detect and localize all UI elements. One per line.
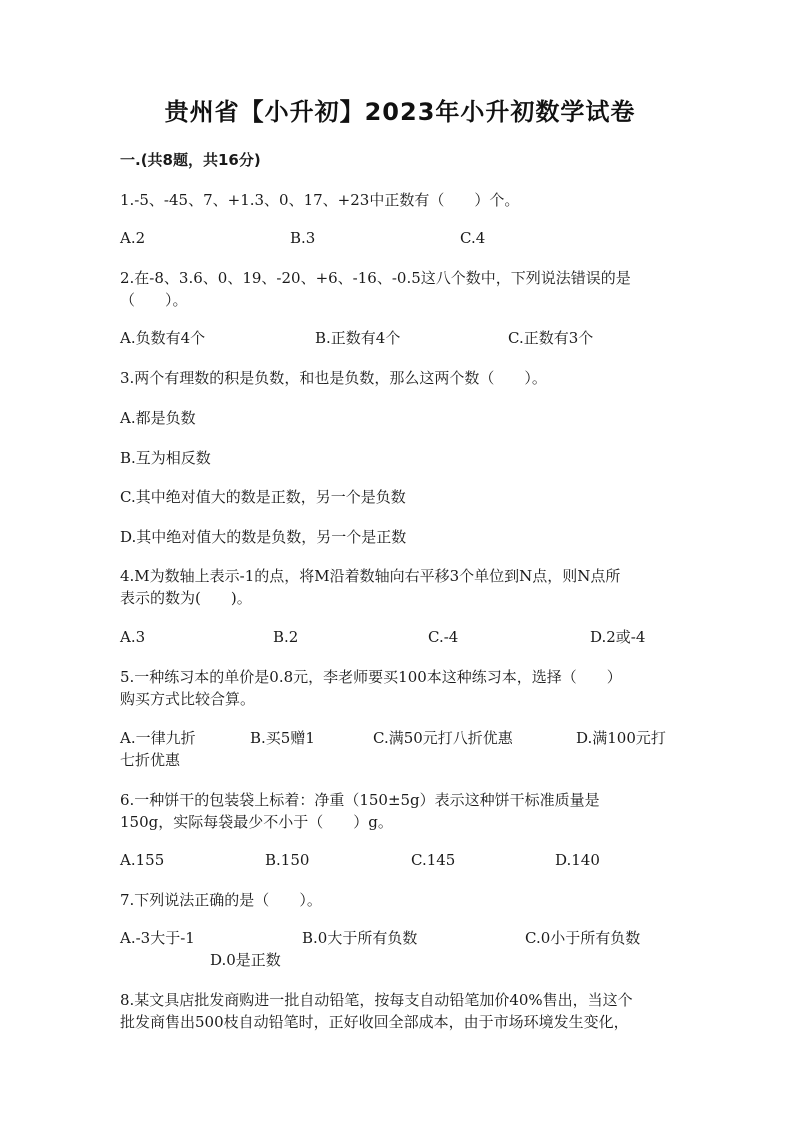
q3-option-c: C.其中绝对值大的数是正数，另一个是负数 [120, 488, 406, 506]
q5-option-c: C.满50元打八折优惠 [373, 729, 513, 747]
q7-option-a: A.-3大于-1 [120, 929, 195, 947]
q1-option-b: B.3 [290, 229, 316, 247]
question-2-stem-line1: 2.在-8、3.6、0、19、-20、+6、-16、-0.5这八个数中，下列说法错误的是 [120, 269, 631, 287]
q2-option-a: A.负数有4个 [120, 329, 206, 347]
q4-option-b: B.2 [273, 628, 299, 646]
q6-option-d: D.140 [555, 851, 600, 869]
q2-option-b: B.正数有4个 [315, 329, 401, 347]
question-5-stem-line1: 5.一种练习本的单价是0.8元，李老师要买100本这种练习本，选择（ ） [120, 668, 622, 686]
q2-option-c: C.正数有3个 [508, 329, 594, 347]
q4-option-a: A.3 [120, 628, 146, 646]
question-4-stem-line1: 4.M为数轴上表示-1的点，将M沿着数轴向右平移3个单位到N点，则N点所 [120, 567, 621, 585]
question-4-stem-line2: 表示的数为( )。 [120, 589, 252, 607]
page-title: 贵州省【小升初】2023年小升初数学试卷 [164, 98, 636, 126]
question-6-stem-line2: 150g，实际每袋最少不小于（ ）g。 [120, 813, 393, 831]
q7-option-d: D.0是正数 [210, 951, 281, 969]
q3-option-d: D.其中绝对值大的数是负数，另一个是正数 [120, 528, 407, 546]
q1-option-a: A.2 [120, 229, 146, 247]
question-2-stem-line2: （ ）。 [120, 291, 188, 309]
question-8-stem-line1: 8.某文具店批发商购进一批自动铅笔，按每支自动铅笔加价40%售出，当这个 [120, 991, 633, 1009]
q4-option-c: C.-4 [428, 628, 459, 646]
question-3-stem: 3.两个有理数的积是负数，和也是负数，那么这两个数（ ）。 [120, 369, 547, 387]
question-6-stem-line1: 6.一种饼干的包装袋上标着：净重（150±5g）表示这种饼干标准质量是 [120, 791, 600, 809]
question-1-stem: 1.-5、-45、7、+1.3、0、17、+23中正数有（ ）个。 [120, 191, 520, 209]
q4-option-d: D.2或-4 [590, 628, 646, 646]
q6-option-c: C.145 [411, 851, 456, 869]
q5-option-b: B.买5赠1 [250, 729, 315, 747]
q3-option-a: A.都是负数 [120, 409, 196, 427]
q7-option-c: C.0小于所有负数 [525, 929, 641, 947]
section-heading: 一.(共8题，共16分) [120, 151, 261, 169]
q1-option-c: C.4 [460, 229, 486, 247]
question-8-stem-line2: 批发商售出500枝自动铅笔时，正好收回全部成本，由于市场环境发生变化， [120, 1013, 629, 1031]
q5-option-d: D.满100元打 [576, 729, 666, 747]
q7-option-b: B.0大于所有负数 [302, 929, 418, 947]
q3-option-b: B.互为相反数 [120, 449, 211, 467]
q6-option-b: B.150 [265, 851, 310, 869]
question-5-stem-line2: 购买方式比较合算。 [120, 690, 256, 708]
q5-option-d-continued: 七折优惠 [120, 751, 181, 769]
question-7-stem: 7.下列说法正确的是（ ）。 [120, 891, 322, 909]
q5-option-a: A.一律九折 [120, 729, 196, 747]
q6-option-a: A.155 [120, 851, 165, 869]
